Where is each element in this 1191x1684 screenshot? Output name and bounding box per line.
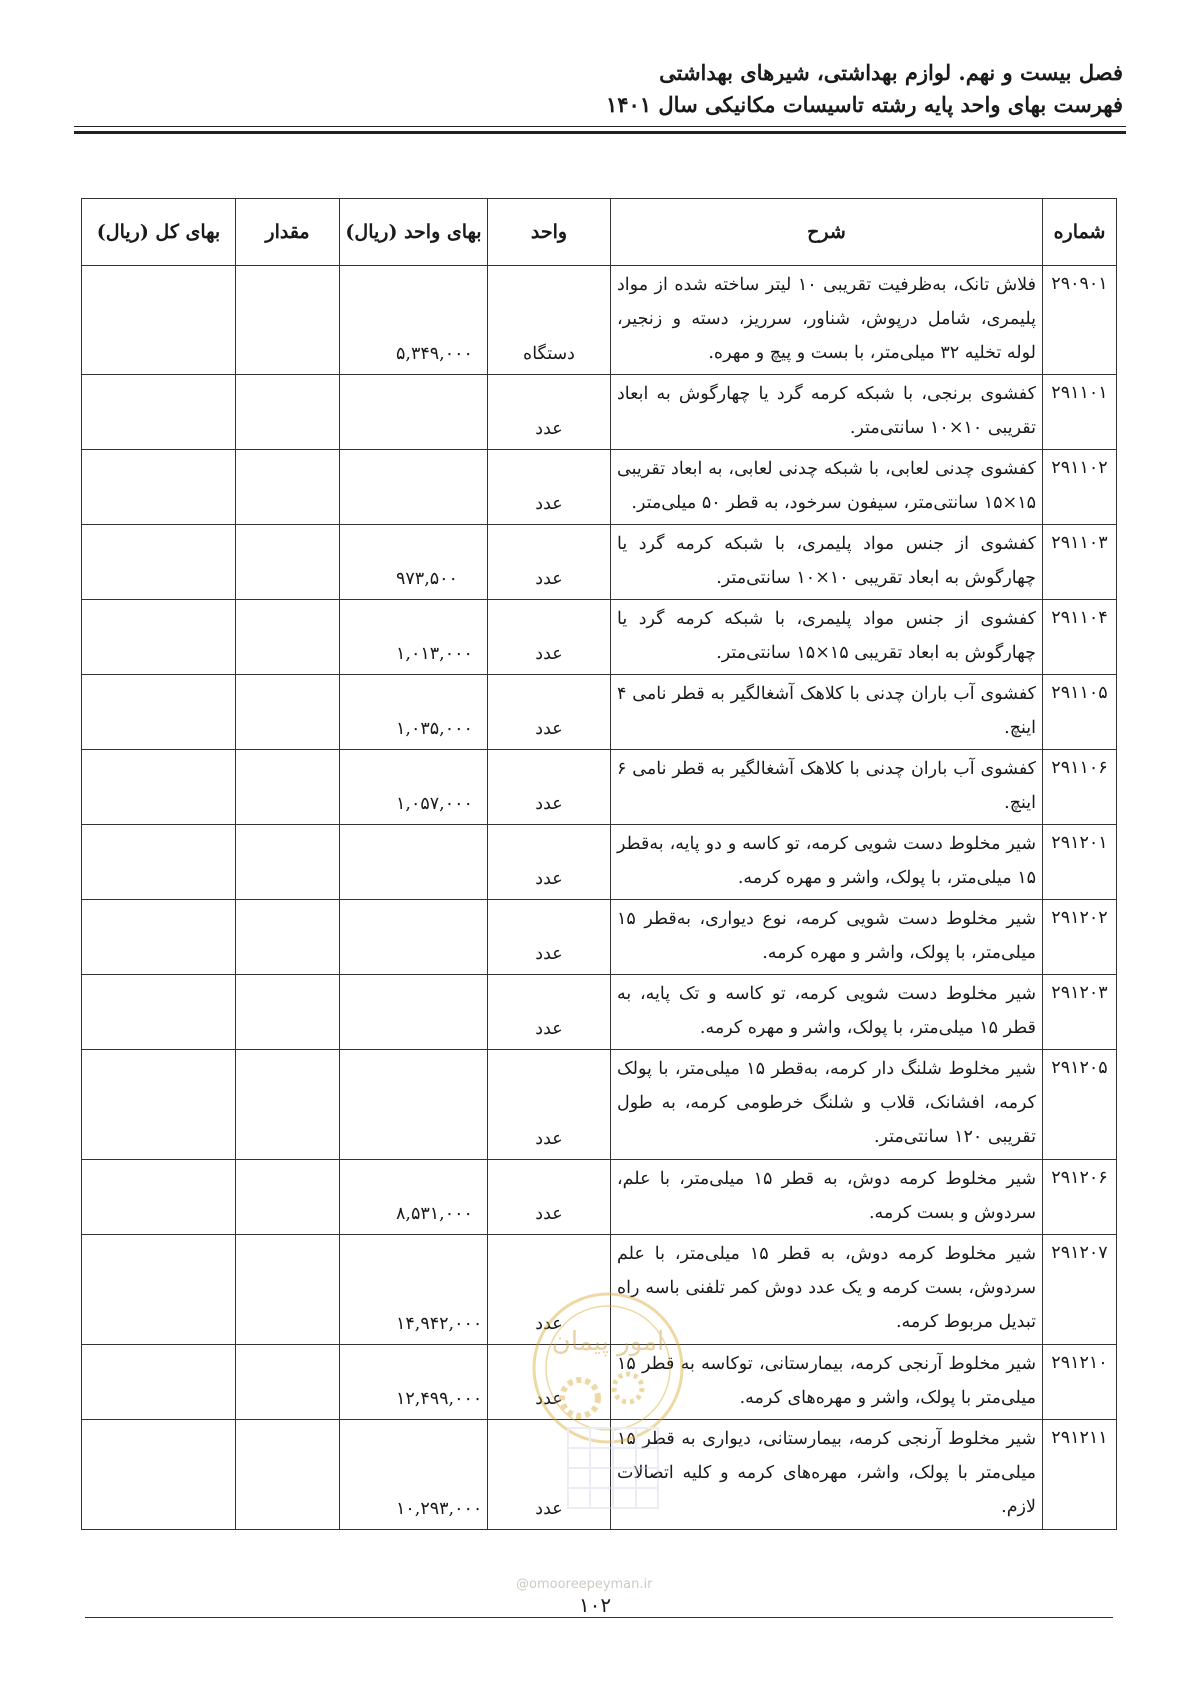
item-total-price[interactable] [82, 1420, 236, 1530]
table-row [82, 1420, 1117, 1530]
footer-rule [85, 1617, 1113, 1618]
table-header-row [82, 199, 1117, 266]
item-quantity[interactable] [236, 1160, 340, 1235]
list-title: فهرست بهای واحد پایه رشته تاسیسات مکانیکی سال ۱۴۰۱ [605, 92, 1123, 117]
item-description: شیر مخلوط آرنجی کرمه، بیمارستانی، توکاسه به قطر ۱۵ میلی‌متر با پولک، واشر و مهره‌های کرمه. [611, 1345, 1043, 1420]
item-unit-price: ۱۴,۹۴۲,۰۰۰ [340, 1235, 488, 1345]
item-unit: عدد [488, 600, 611, 675]
item-number: ۲۹۱۲۱۱ [1043, 1420, 1117, 1530]
item-description: شیر مخلوط شلنگ دار کرمه، به‌قطر ۱۵ میلی‌متر، با پولک کرمه، افشانک، قلاب و شلنگ خرطومی کرمه، به طول تقریبی ۱۲۰ سانتی‌متر. [611, 1050, 1043, 1160]
header-quantity: مقدار [236, 199, 340, 266]
item-number: ۲۹۱۱۰۴ [1043, 600, 1117, 675]
header-total-price: بهای کل (ریال) [82, 199, 236, 266]
item-unit: عدد [488, 1160, 611, 1235]
item-unit-price [340, 825, 488, 900]
item-unit-price: ۸,۵۳۱,۰۰۰ [340, 1160, 488, 1235]
header-unit: واحد [488, 199, 611, 266]
item-unit: عدد [488, 900, 611, 975]
item-unit-price [340, 375, 488, 450]
item-number: ۲۹۱۲۰۷ [1043, 1235, 1117, 1345]
item-quantity[interactable] [236, 266, 340, 375]
table-row [82, 1160, 1117, 1235]
item-unit: عدد [488, 975, 611, 1050]
table-row [82, 1235, 1117, 1345]
item-number: ۲۹۱۱۰۶ [1043, 750, 1117, 825]
header-description: شرح [611, 199, 1043, 266]
item-unit: عدد [488, 1420, 611, 1530]
seal-text: امور پیمان [551, 1327, 665, 1357]
item-number: ۲۹۱۱۰۵ [1043, 675, 1117, 750]
price-table [81, 198, 1117, 1530]
item-unit-price: ۵,۳۴۹,۰۰۰ [340, 266, 488, 375]
item-quantity[interactable] [236, 825, 340, 900]
item-total-price[interactable] [82, 450, 236, 525]
item-number: ۲۹۱۱۰۳ [1043, 525, 1117, 600]
table-row [82, 375, 1117, 450]
item-quantity[interactable] [236, 525, 340, 600]
item-description: شیر مخلوط دست شویی کرمه، تو کاسه و دو پایه، به‌قطر ۱۵ میلی‌متر، با پولک، واشر و مهره کرمه. [611, 825, 1043, 900]
item-number: ۲۹۱۲۱۰ [1043, 1345, 1117, 1420]
item-quantity[interactable] [236, 1420, 340, 1530]
item-number: ۲۹۱۲۰۲ [1043, 900, 1117, 975]
table-row [82, 1050, 1117, 1160]
item-total-price[interactable] [82, 525, 236, 600]
item-unit-price [340, 900, 488, 975]
item-quantity[interactable] [236, 375, 340, 450]
item-quantity[interactable] [236, 1345, 340, 1420]
item-total-price[interactable] [82, 1345, 236, 1420]
item-unit-price: ۱,۰۳۵,۰۰۰ [340, 675, 488, 750]
item-quantity[interactable] [236, 675, 340, 750]
item-unit: عدد [488, 525, 611, 600]
item-quantity[interactable] [236, 975, 340, 1050]
item-quantity[interactable] [236, 1050, 340, 1160]
item-unit-price [340, 1050, 488, 1160]
item-description: کفشوی از جنس مواد پلیمری، با شبکه کرمه گرد یا چهارگوش به ابعاد تقریبی ۱۰×۱۰ سانتی‌متر. [611, 525, 1043, 600]
item-description: کفشوی برنجی، با شبکه کرمه گرد یا چهارگوش به ابعاد تقریبی ۱۰×۱۰ سانتی‌متر. [611, 375, 1043, 450]
table-row [82, 600, 1117, 675]
item-quantity[interactable] [236, 1235, 340, 1345]
item-unit: عدد [488, 1050, 611, 1160]
item-unit: دستگاه [488, 266, 611, 375]
item-description: فلاش تانک، به‌ظرفیت تقریبی ۱۰ لیتر ساخته شده از مواد پلیمری، شامل درپوش، شناور، سرریز، دسته و زنجیر، لوله تخلیه ۳۲ میلی‌متر، با بست و پیچ و مهره. [611, 266, 1043, 375]
item-number: ۲۹۱۲۰۱ [1043, 825, 1117, 900]
item-unit: عدد [488, 825, 611, 900]
table-row [82, 825, 1117, 900]
table-row [82, 900, 1117, 975]
item-description: کفشوی آب باران چدنی با کلاهک آشغالگیر به قطر نامی ۶ اینچ. [611, 750, 1043, 825]
item-quantity[interactable] [236, 750, 340, 825]
item-total-price[interactable] [82, 975, 236, 1050]
item-quantity[interactable] [236, 900, 340, 975]
item-unit-price: ۹۷۳,۵۰۰ [340, 525, 488, 600]
chapter-title: فصل بیست و نهم. لوازم بهداشتی، شیرهای بهداشتی [659, 60, 1123, 85]
item-total-price[interactable] [82, 1160, 236, 1235]
item-unit-price: ۱,۰۵۷,۰۰۰ [340, 750, 488, 825]
item-total-price[interactable] [82, 675, 236, 750]
item-unit: عدد [488, 750, 611, 825]
item-description: کفشوی از جنس مواد پلیمری، با شبکه کرمه گرد یا چهارگوش به ابعاد تقریبی ۱۵×۱۵ سانتی‌متر. [611, 600, 1043, 675]
item-total-price[interactable] [82, 1235, 236, 1345]
watermark-site: @omooreepeyman.ir [516, 1577, 653, 1592]
item-unit-price [340, 450, 488, 525]
item-description: کفشوی آب باران چدنی با کلاهک آشغالگیر به قطر نامی ۴ اینچ. [611, 675, 1043, 750]
item-number: ۲۹۰۹۰۱ [1043, 266, 1117, 375]
item-description: شیر مخلوط کرمه دوش، به قطر ۱۵ میلی‌متر، با علم، سردوش و بست کرمه. [611, 1160, 1043, 1235]
item-description: شیر مخلوط آرنجی کرمه، بیمارستانی، دیواری به قطر ۱۵ میلی‌متر با پولک، واشر، مهره‌های کرمه و کلیه اتصالات لازم. [611, 1420, 1043, 1530]
item-number: ۲۹۱۱۰۲ [1043, 450, 1117, 525]
item-description: شیر مخلوط دست شویی کرمه، نوع دیواری، به‌قطر ۱۵ میلی‌متر، با پولک، واشر و مهره کرمه. [611, 900, 1043, 975]
page-header [68, 58, 1123, 124]
item-total-price[interactable] [82, 825, 236, 900]
item-unit: عدد [488, 450, 611, 525]
item-quantity[interactable] [236, 600, 340, 675]
item-description: شیر مخلوط دست شویی کرمه، تو کاسه و تک پایه، به قطر ۱۵ میلی‌متر، با پولک، واشر و مهره کرمه. [611, 975, 1043, 1050]
item-unit: عدد [488, 1345, 611, 1420]
item-unit-price: ۱۲,۴۹۹,۰۰۰ [340, 1345, 488, 1420]
item-unit: عدد [488, 675, 611, 750]
item-unit: عدد [488, 375, 611, 450]
table-row [82, 975, 1117, 1050]
header-unit-price: بهای واحد (ریال) [340, 199, 488, 266]
header-number: شماره [1043, 199, 1117, 266]
table-row [82, 525, 1117, 600]
header-rule-thin [74, 126, 1126, 127]
item-quantity[interactable] [236, 450, 340, 525]
table-row [82, 450, 1117, 525]
item-number: ۲۹۱۱۰۱ [1043, 375, 1117, 450]
item-number: ۲۹۱۲۰۶ [1043, 1160, 1117, 1235]
item-total-price[interactable] [82, 900, 236, 975]
page-number: ۱۰۲ [555, 1593, 635, 1617]
item-description: شیر مخلوط کرمه دوش، به قطر ۱۵ میلی‌متر، با علم سردوش، بست کرمه و یک عدد دوش کمر تلفنی باسه راه تبدیل مربوط کرمه. [611, 1235, 1043, 1345]
table-row [82, 675, 1117, 750]
item-unit-price [340, 975, 488, 1050]
item-number: ۲۹۱۲۰۵ [1043, 1050, 1117, 1160]
item-total-price[interactable] [82, 266, 236, 375]
item-total-price[interactable] [82, 1050, 236, 1160]
item-unit-price: ۱,۰۱۳,۰۰۰ [340, 600, 488, 675]
item-number: ۲۹۱۲۰۳ [1043, 975, 1117, 1050]
item-total-price[interactable] [82, 750, 236, 825]
item-total-price[interactable] [82, 600, 236, 675]
header-rule-thick [74, 131, 1126, 134]
table-row [82, 266, 1117, 375]
item-description: کفشوی چدنی لعابی، با شبکه چدنی لعابی، به ابعاد تقریبی ۱۵×۱۵ سانتی‌متر، سیفون سرخود، به قطر ۵۰ میلی‌متر. [611, 450, 1043, 525]
item-unit: عدد [488, 1235, 611, 1345]
table-row [82, 750, 1117, 825]
item-unit-price: ۱۰,۲۹۳,۰۰۰ [340, 1420, 488, 1530]
table-row [82, 1345, 1117, 1420]
item-total-price[interactable] [82, 375, 236, 450]
